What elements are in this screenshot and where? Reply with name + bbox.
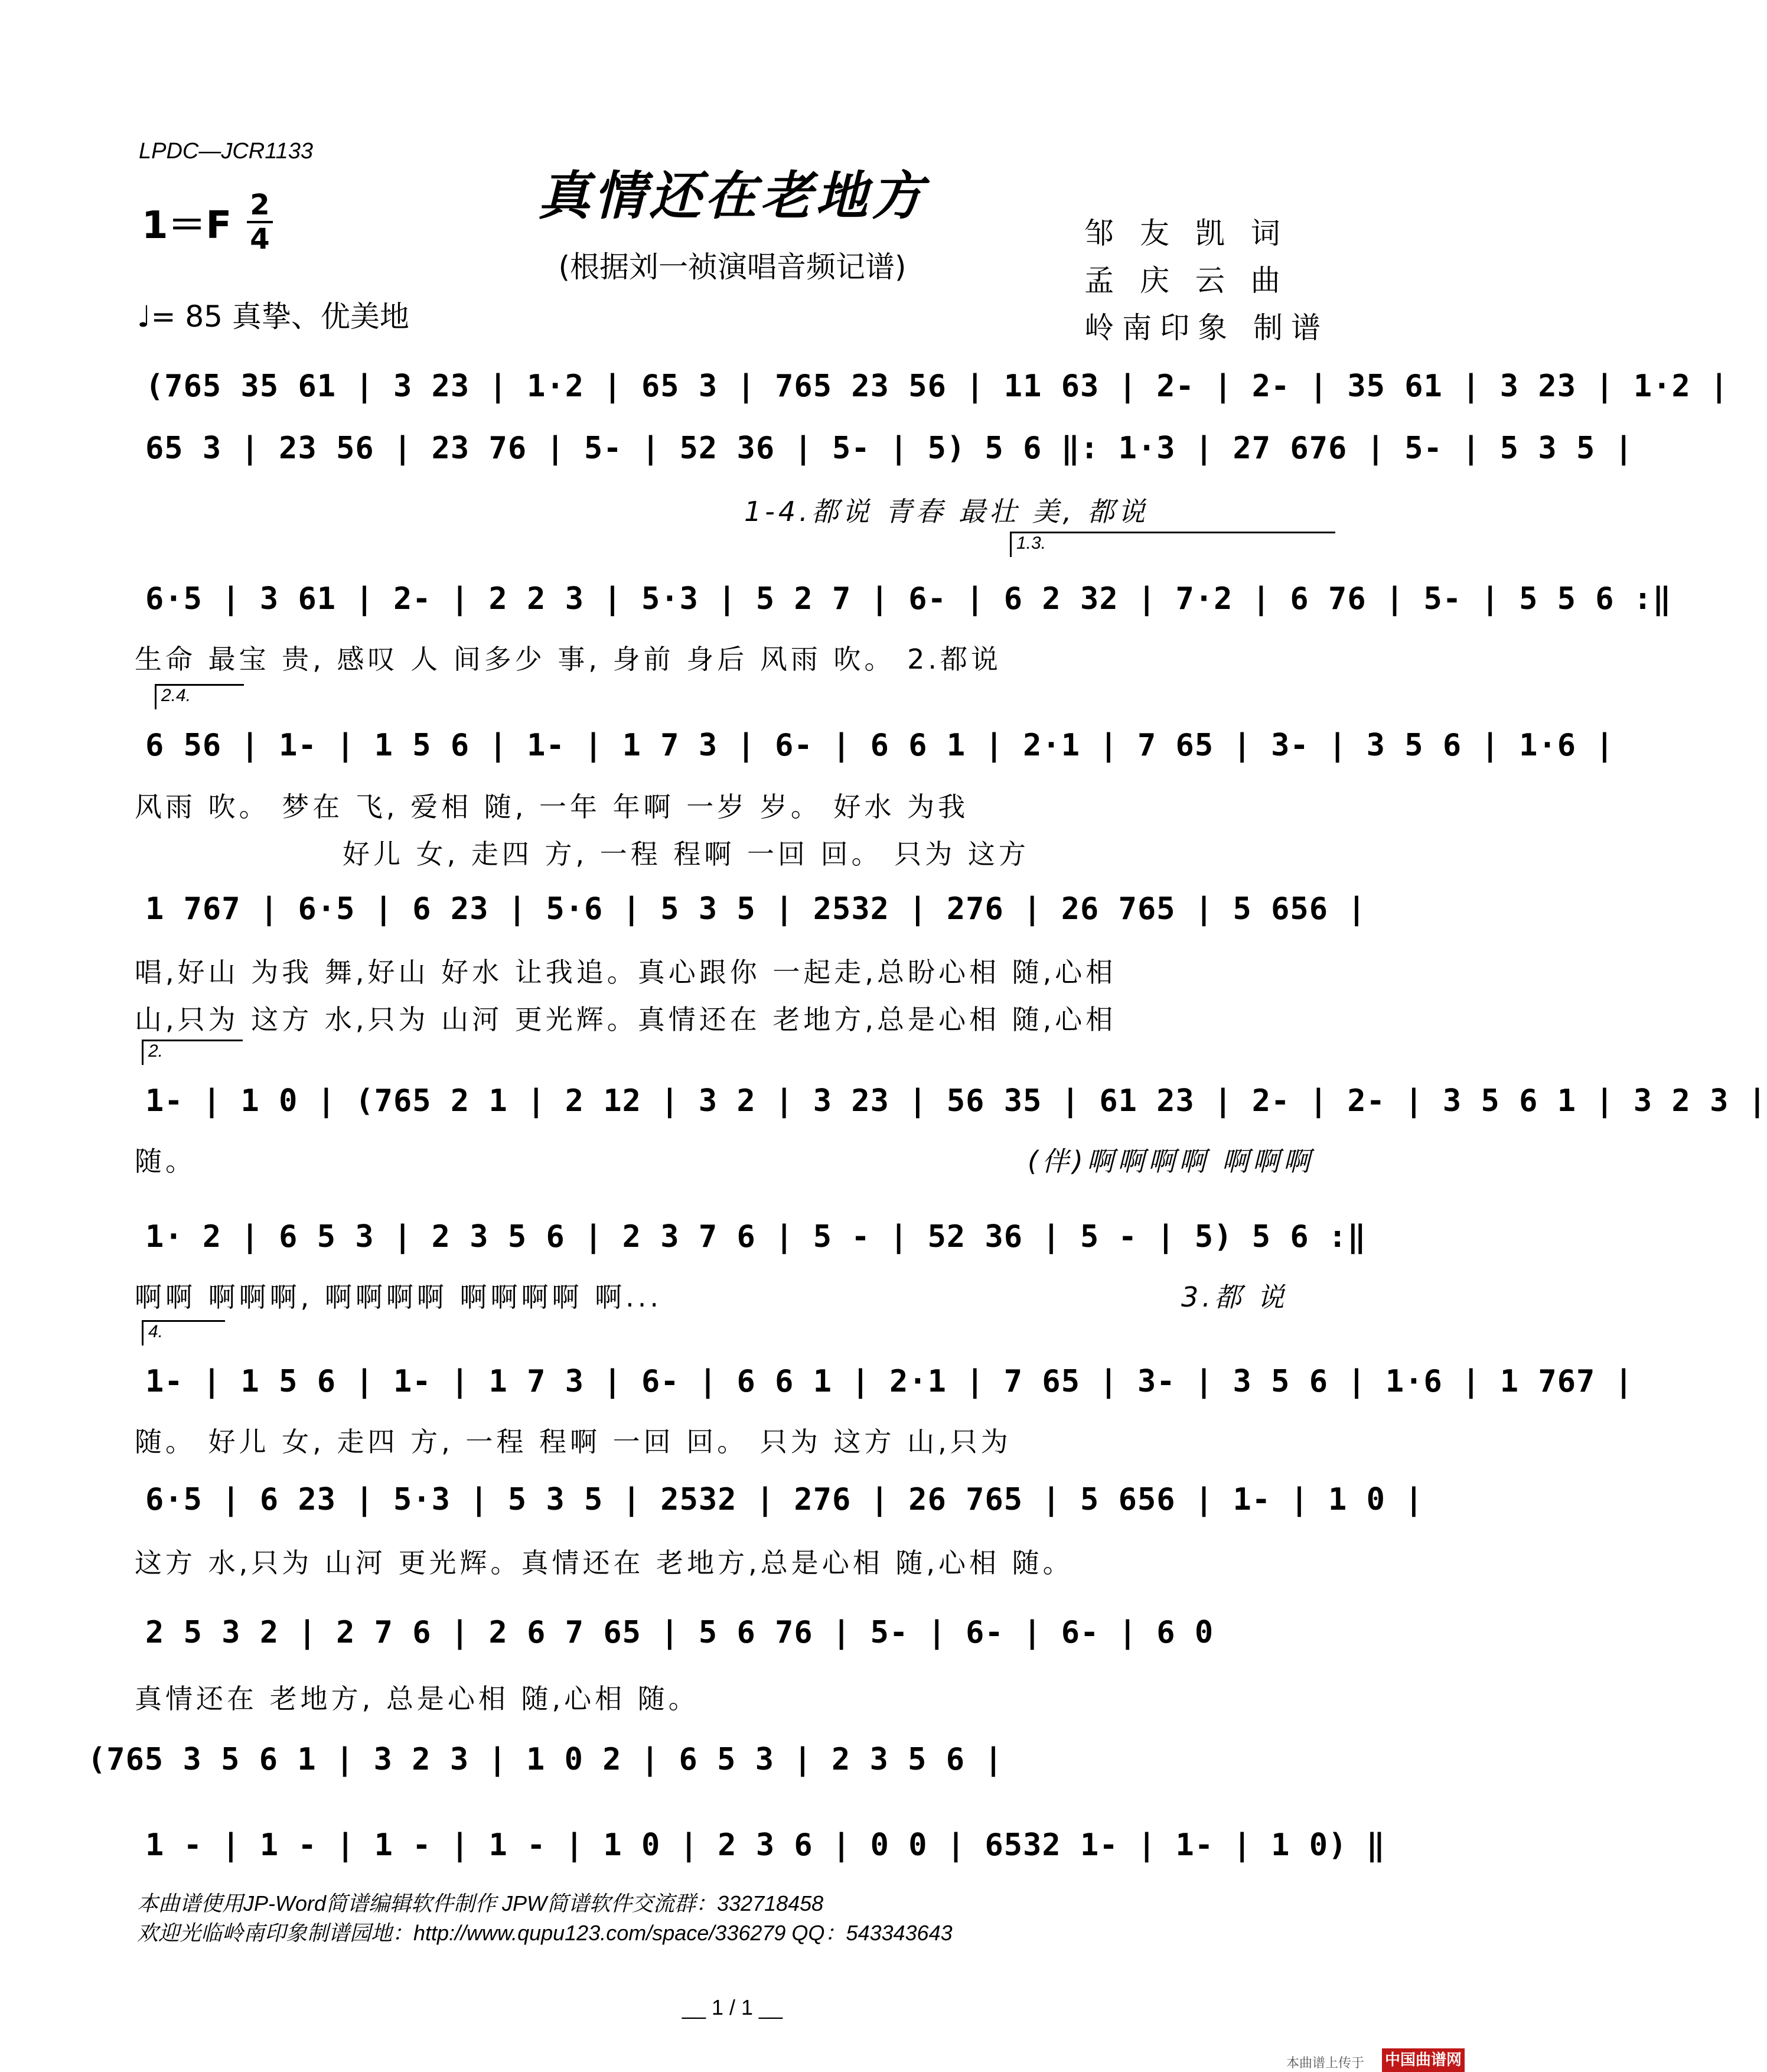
staff-notes-7: 1· 2 | 6 5 3 | 2 3 5 6 | 2 3 7 6 | 5 - | 52 36 | 5 - | 5) 5 6 :‖ xyxy=(145,1219,1367,1255)
lyric-line-7: 啊啊 啊啊啊, 啊啊啊啊 啊啊啊啊 啊... xyxy=(135,1281,662,1313)
staff-notes-3: 6·5 | 3 61 | 2- | 2 2 3 | 5·3 | 5 2 7 | 6- | 6 2 32 | 7·2 | 6 76 | 5- | 5 5 6 :‖ xyxy=(145,581,1672,617)
staff-line-2 xyxy=(135,422,1634,475)
lyric-line-6-right: (伴)啊啊啊啊 啊啊啊 xyxy=(1028,1145,1314,1177)
staff-notes-5: 1 767 | 6·5 | 6 23 | 5·6 | 5 3 5 | 2532 | 276 | 26 765 | 5 656 | xyxy=(145,891,1367,927)
upload-text: 本曲谱上传于 xyxy=(1286,2056,1365,2071)
staff-notes-12: 1 - | 1 - | 1 - | 1 - | 1 0 | 2 3 6 | 0 0 | 6532 1- | 1- | 1 0) ‖ xyxy=(145,1827,1385,1863)
staff-line-4 xyxy=(135,719,1615,773)
composer: 孟 庆 云 曲 xyxy=(1084,263,1289,298)
staff-line-5 xyxy=(135,883,1367,936)
staff-line-3 xyxy=(135,573,1672,626)
footer-line-1: 本曲谱使用JP-Word简谱编辑软件制作 JPW简谱软件交流群：332718458 xyxy=(137,1891,824,1915)
volta-4: 4. xyxy=(142,1320,225,1346)
meter-bottom: 4 xyxy=(250,223,270,256)
lyric-line-4a: 风雨 吹。 梦在 飞, 爱相 随, 一年 年啊 一岁 岁。 好水 为我 xyxy=(135,791,969,823)
tempo-marking: ♩= 85 真挚、优美地 xyxy=(137,299,409,334)
lyricist: 邹 友 凯 词 xyxy=(1084,216,1289,250)
staff-notes-4: 6 56 | 1- | 1 5 6 | 1- | 1 7 3 | 6- | 6 6 1 | 2·1 | 7 65 | 3- | 3 5 6 | 1·6 | xyxy=(145,728,1615,763)
lyric-line-6: 随。 xyxy=(135,1145,196,1177)
staff-notes-8: 1- | 1 5 6 | 1- | 1 7 3 | 6- | 6 6 1 | 2·1 | 7 65 | 3- | 3 5 6 | 1·6 | 1 767 | xyxy=(145,1364,1634,1399)
staff-line-9 xyxy=(135,1474,1424,1527)
staff-line-7 xyxy=(135,1211,1367,1264)
volta-1: 1.3. xyxy=(1010,532,1335,557)
staff-line-11 xyxy=(77,1734,1003,1787)
staff-notes-9: 6·5 | 6 23 | 5·3 | 5 3 5 | 2532 | 276 | 26 765 | 5 656 | 1- | 1 0 | xyxy=(145,1482,1424,1517)
staff-notes-1: (765 35 61 | 3 23 | 1·2 | 65 3 | 765 23 56 | 11 63 | 2- | 2- | 35 61 | 3 23 | 1·2 | xyxy=(145,369,1729,404)
staff-line-1 xyxy=(135,360,1729,413)
arranger: 岭南印象 制谱 xyxy=(1084,311,1329,345)
staff-line-8 xyxy=(135,1356,1634,1409)
song-title: 真情还在老地方 xyxy=(537,165,927,226)
staff-notes-6: 1- | 1 0 | (765 2 1 | 2 12 | 3 2 | 3 23 | 56 35 | 61 23 | 2- | 2- | 3 5 6 1 | 3 2 3 | xyxy=(145,1083,1767,1119)
site-logo: 中国曲谱网 xyxy=(1382,2048,1465,2072)
lyric-line-5b: 山,只为 这方 水,只为 山河 更光辉。真情还在 老地方,总是心相 随,心相 xyxy=(135,1004,1117,1035)
staff-notes-11: (765 3 5 6 1 | 3 2 3 | 1 0 2 | 6 5 3 | 2 3 5 6 | xyxy=(87,1742,1003,1777)
song-subtitle: (根据刘一祯演唱音频记谱) xyxy=(558,250,907,284)
site-watermark xyxy=(1282,2048,1465,2072)
staff-notes-10: 2 5 3 2 | 2 7 6 | 2 6 7 65 | 5 6 76 | 5- | 6- | 6- | 6 0 xyxy=(145,1615,1214,1650)
key-signature: 1＝F xyxy=(142,204,232,247)
footer-line-2: 欢迎光临岭南印象制谱园地：http://www.qupu123.com/space/336279 QQ：543343643 xyxy=(137,1921,953,1945)
lyric-line-2: 1-4.都说 青春 最壮 美, 都说 xyxy=(744,496,1149,527)
staff-line-10 xyxy=(135,1607,1334,1660)
lyric-line-4b: 好儿 女, 走四 方, 一程 程啊 一回 回。 只为 这方 xyxy=(343,838,1029,870)
lyric-line-3: 生命 最宝 贵, 感叹 人 间多少 事, 身前 身后 风雨 吹。 2.都说 xyxy=(135,643,1002,675)
lyric-line-9: 这方 水,只为 山河 更光辉。真情还在 老地方,总是心相 随,心相 随。 xyxy=(135,1547,1074,1579)
lyric-line-10: 真情还在 老地方, 总是心相 随,心相 随。 xyxy=(135,1683,699,1715)
meter-top: 2 xyxy=(250,188,270,221)
time-signature xyxy=(245,190,275,254)
score-code: LPDC—JCR1133 xyxy=(139,139,313,164)
lyric-line-7-right: 3.都 说 xyxy=(1181,1281,1288,1313)
staff-line-12 xyxy=(135,1819,1385,1872)
volta-3: 2. xyxy=(142,1040,243,1065)
lyric-line-5a: 唱,好山 为我 舞,好山 好水 让我追。真心跟你 一起走,总盼心相 随,心相 xyxy=(135,956,1117,988)
volta-2: 2.4. xyxy=(155,684,244,709)
staff-notes-2: 65 3 | 23 56 | 23 76 | 5- | 52 36 | 5- | 5) 5 6 ‖: 1·3 | 27 676 | 5- | 5 3 5 | xyxy=(145,431,1634,466)
staff-line-6 xyxy=(135,1075,1767,1128)
lyric-line-8: 随。 好儿 女, 走四 方, 一程 程啊 一回 回。 只为 这方 山,只为 xyxy=(135,1426,1012,1458)
credits xyxy=(1084,210,1329,351)
page-number: __ 1 / 1 __ xyxy=(682,1995,783,2019)
